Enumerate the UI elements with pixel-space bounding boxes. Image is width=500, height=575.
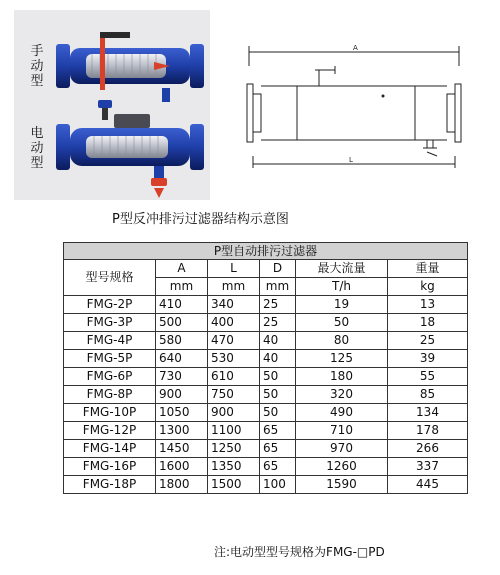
cell-weight: 39 [388, 350, 468, 368]
cell-d: 40 [260, 350, 296, 368]
cell-d: 40 [260, 332, 296, 350]
cell-l: 470 [208, 332, 260, 350]
cell-l: 1250 [208, 440, 260, 458]
cell-weight: 337 [388, 458, 468, 476]
cell-a: 900 [156, 386, 208, 404]
cell-l: 340 [208, 296, 260, 314]
filter-photo-panel [14, 10, 210, 200]
cell-model: FMG-14P [64, 440, 156, 458]
header-model: 型号规格 [64, 260, 156, 296]
header-l: L [208, 260, 260, 278]
cell-model: FMG-10P [64, 404, 156, 422]
cell-l: 1100 [208, 422, 260, 440]
table-title: P型自动排污过滤器 [64, 243, 468, 260]
filter-dimension-drawing [237, 40, 467, 180]
unit-d: mm [260, 278, 296, 296]
cell-flow: 970 [296, 440, 388, 458]
cell-l: 400 [208, 314, 260, 332]
cell-a: 580 [156, 332, 208, 350]
filter-photos-graphic [14, 10, 210, 200]
cell-model: FMG-18P [64, 476, 156, 494]
cell-a: 1800 [156, 476, 208, 494]
manual-filter-photo [56, 32, 204, 102]
cell-flow: 1260 [296, 458, 388, 476]
cell-model: FMG-2P [64, 296, 156, 314]
cell-weight: 25 [388, 332, 468, 350]
table-row [64, 440, 468, 458]
cell-flow: 1590 [296, 476, 388, 494]
cell-flow: 320 [296, 386, 388, 404]
table-row [64, 458, 468, 476]
table-row [64, 332, 468, 350]
cell-model: FMG-8P [64, 386, 156, 404]
cell-weight: 13 [388, 296, 468, 314]
cell-d: 50 [260, 368, 296, 386]
cell-weight: 18 [388, 314, 468, 332]
header-weight: 重量 [388, 260, 468, 278]
cell-model: FMG-6P [64, 368, 156, 386]
cell-flow: 125 [296, 350, 388, 368]
cell-a: 410 [156, 296, 208, 314]
cell-flow: 80 [296, 332, 388, 350]
spec-table [63, 242, 468, 494]
unit-a: mm [156, 278, 208, 296]
cell-l: 610 [208, 368, 260, 386]
cell-model: FMG-16P [64, 458, 156, 476]
table-row [64, 350, 468, 368]
cell-weight: 134 [388, 404, 468, 422]
dimension-l-label: L [349, 156, 353, 164]
cell-model: FMG-4P [64, 332, 156, 350]
table-row [64, 386, 468, 404]
table-header-row [64, 260, 468, 278]
header-d: D [260, 260, 296, 278]
cell-l: 1500 [208, 476, 260, 494]
cell-a: 1050 [156, 404, 208, 422]
cell-d: 50 [260, 404, 296, 422]
table-row [64, 476, 468, 494]
cell-l: 750 [208, 386, 260, 404]
cell-flow: 50 [296, 314, 388, 332]
cell-l: 1350 [208, 458, 260, 476]
cell-d: 65 [260, 458, 296, 476]
cell-l: 900 [208, 404, 260, 422]
cell-a: 730 [156, 368, 208, 386]
cell-model: FMG-5P [64, 350, 156, 368]
table-row [64, 314, 468, 332]
table-row [64, 422, 468, 440]
unit-weight: kg [388, 278, 468, 296]
electric-filter-photo [56, 100, 204, 198]
dimension-a-label: A [353, 44, 358, 52]
structure-diagram-caption: P型反冲排污过滤器结构示意图 [112, 212, 289, 227]
table-row [64, 404, 468, 422]
unit-flow: T/h [296, 278, 388, 296]
cell-weight: 178 [388, 422, 468, 440]
cell-flow: 19 [296, 296, 388, 314]
cell-flow: 490 [296, 404, 388, 422]
cell-a: 1450 [156, 440, 208, 458]
unit-l: mm [208, 278, 260, 296]
table-title-row [64, 243, 468, 260]
cell-weight: 445 [388, 476, 468, 494]
cell-a: 500 [156, 314, 208, 332]
electric-type-label: 电动型 [30, 126, 44, 171]
cell-d: 65 [260, 422, 296, 440]
table-row [64, 296, 468, 314]
cell-d: 25 [260, 314, 296, 332]
header-a: A [156, 260, 208, 278]
cell-a: 1300 [156, 422, 208, 440]
cell-l: 530 [208, 350, 260, 368]
cell-a: 640 [156, 350, 208, 368]
cell-model: FMG-3P [64, 314, 156, 332]
cell-flow: 180 [296, 368, 388, 386]
manual-type-label: 手动型 [30, 44, 44, 89]
cell-d: 100 [260, 476, 296, 494]
cell-flow: 710 [296, 422, 388, 440]
cell-a: 1600 [156, 458, 208, 476]
cell-model: FMG-12P [64, 422, 156, 440]
table-row [64, 368, 468, 386]
header-flow: 最大流量 [296, 260, 388, 278]
cell-d: 65 [260, 440, 296, 458]
cell-d: 25 [260, 296, 296, 314]
cell-d: 50 [260, 386, 296, 404]
cell-weight: 266 [388, 440, 468, 458]
footnote: 注:电动型型号规格为FMG-□PD [214, 545, 385, 559]
cell-weight: 55 [388, 368, 468, 386]
cell-weight: 85 [388, 386, 468, 404]
